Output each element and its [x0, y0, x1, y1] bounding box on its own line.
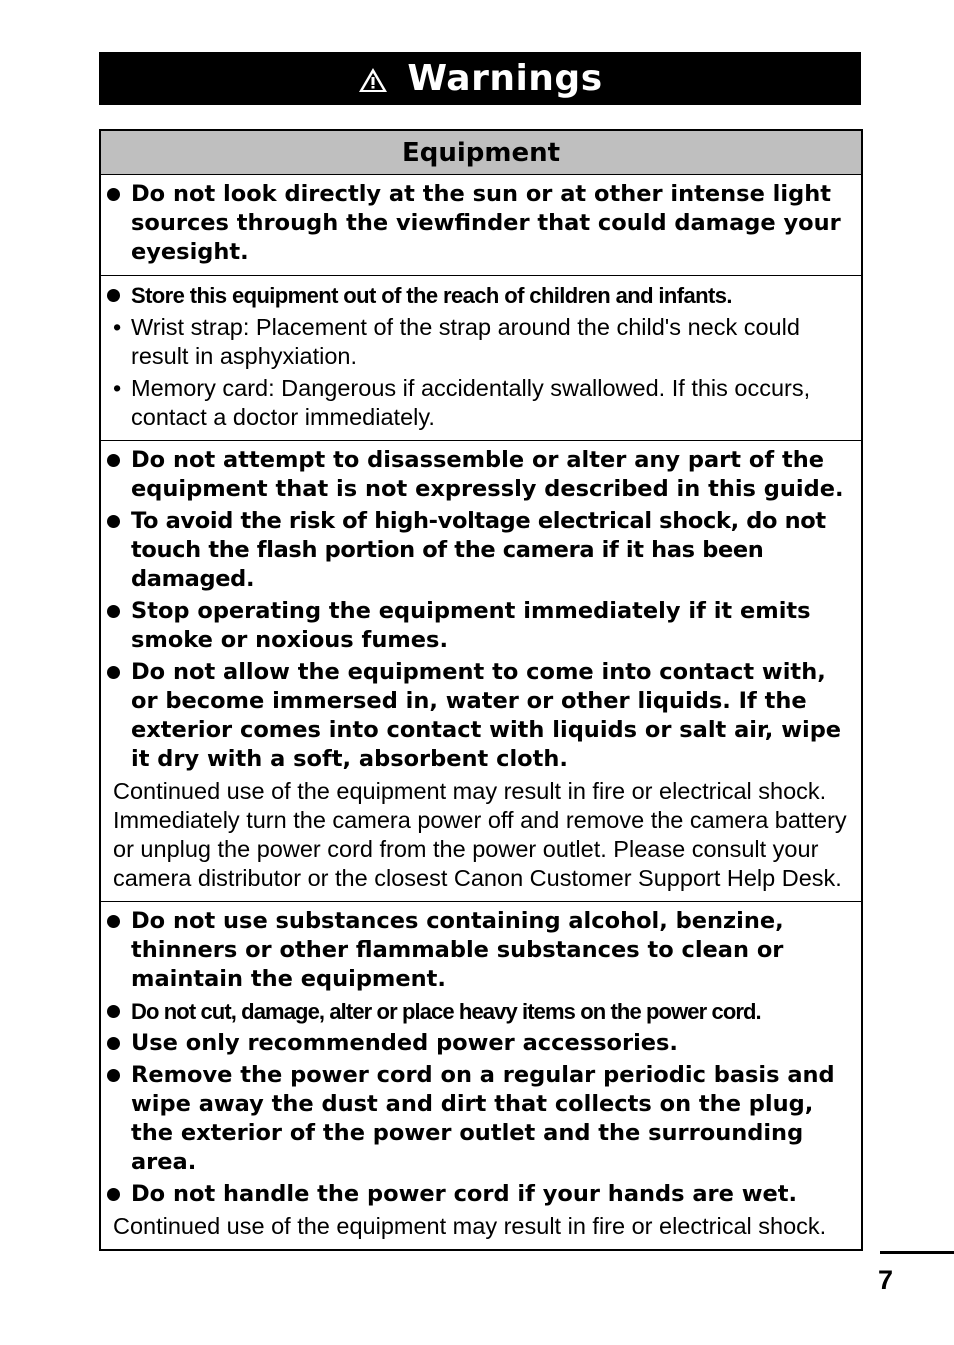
warning-item: [101, 1061, 861, 1177]
bullet-dot-icon: [107, 1188, 120, 1201]
bullet-dot-icon: [107, 666, 120, 679]
warning-text: Store this equipment out of the reach of children and infants.: [131, 283, 732, 308]
warning-text: Do not use substances containing alcohol, benzine, thinners or other flammable substances to clean or maintain the equipment.: [131, 908, 784, 992]
warning-item: [101, 281, 861, 310]
warning-section-1: [101, 175, 861, 276]
warning-text: Do not handle the power cord if your hands are wet.: [131, 1181, 798, 1207]
page-number: 7: [878, 1265, 894, 1295]
bullet-dot-icon: [107, 1037, 120, 1050]
warning-section-4: [101, 902, 861, 1249]
subitem-bullet-icon: •: [113, 314, 122, 340]
warning-section-3: [101, 441, 861, 902]
subitem-bullet-icon: •: [113, 375, 122, 401]
bullet-dot-icon: [107, 1005, 120, 1018]
bullet-dot-icon: [107, 605, 120, 618]
warning-item: [101, 658, 861, 774]
warning-text: Stop operating the equipment immediately if it emits smoke or noxious fumes.: [131, 598, 811, 653]
warning-item: [101, 1029, 861, 1058]
subitem-text: Memory card: Dangerous if accidentally swallowed. If this occurs, contact a doctor immediately.: [131, 375, 811, 430]
warning-text: Do not attempt to disassemble or alter any part of the equipment that is not expressly described in this guide.: [131, 447, 844, 502]
warning-text: Do not look directly at the sun or at other intense light sources through the viewfinder that could damage your eyesight.: [131, 181, 841, 265]
warning-text: Do not cut, damage, alter or place heavy items on the power cord.: [131, 999, 761, 1024]
page-title: Warnings: [407, 58, 603, 99]
warning-item: [101, 180, 861, 267]
warning-text: Do not allow the equipment to come into contact with, or become immersed in, water or other liquids. If the exterior comes into contact with liquids or salt air, wipe it dry with a soft, absorbent cloth.: [131, 659, 842, 772]
warning-subitem: [101, 313, 861, 371]
warning-item: [101, 907, 861, 994]
warning-triangle-icon: [357, 66, 389, 94]
bullet-dot-icon: [107, 188, 120, 201]
warning-subitem: [101, 374, 861, 432]
bullet-dot-icon: [107, 915, 120, 928]
warning-item: [101, 997, 861, 1026]
bullet-dot-icon: [107, 454, 120, 467]
warning-note: Continued use of the equipment may result in fire or electrical shock. Immediately turn the camera power off and remove the camera battery or unplug the power cord from the power outlet. Please consult your camera distributor or the closest Canon Customer Support Help Desk.: [113, 778, 847, 891]
warning-item: [101, 597, 861, 655]
warning-item: [101, 1180, 861, 1209]
warning-item: [101, 446, 861, 504]
warning-text: Remove the power cord on a regular periodic basis and wipe away the dust and dirt that collects on the plug, the exterior of the power outlet and the surrounding area.: [131, 1062, 835, 1175]
bullet-dot-icon: [107, 1069, 120, 1082]
subitem-text: Wrist strap: Placement of the strap around the child's neck could result in asphyxiation.: [131, 314, 800, 369]
warnings-table: [99, 129, 863, 1251]
warning-note: Continued use of the equipment may result in fire or electrical shock.: [113, 1213, 827, 1239]
warning-text: To avoid the risk of high-voltage electrical shock, do not touch the flash portion of the camera if it has been damaged.: [131, 508, 826, 592]
table-heading: Equipment: [101, 131, 861, 175]
bullet-dot-icon: [107, 289, 120, 302]
page-number-rule: [880, 1251, 954, 1254]
bullet-dot-icon: [107, 515, 120, 528]
warning-item: [101, 507, 861, 594]
warning-section-2: [101, 276, 861, 441]
page-title-bar: [99, 52, 861, 105]
warning-text: Use only recommended power accessories.: [131, 1030, 678, 1056]
